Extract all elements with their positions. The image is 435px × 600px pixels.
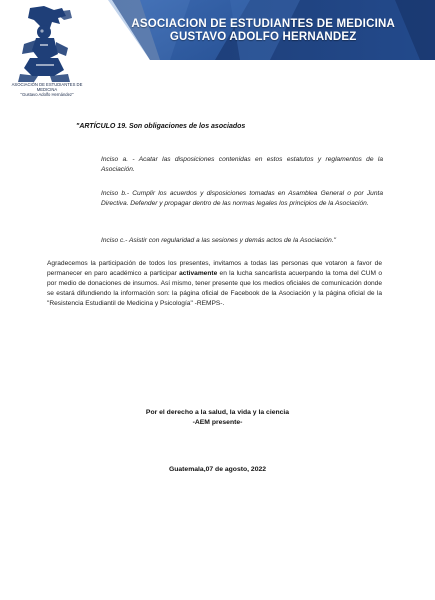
organization-name-line2: GUSTAVO ADOLFO HERNANDEZ (169, 31, 357, 43)
inciso-c: Inciso c.- Asistir con regularidad a las sesiones y demás actos de la Asociación." (101, 237, 336, 244)
logo-caption-line1: ASOCIACIÓN DE ESTUDIANTES DE MEDICINA (11, 82, 83, 92)
logo-caption-line2: "Gustavo Adolfo Hernández" (20, 92, 74, 97)
article-title: "ARTÍCULO 19. Son obligaciones de los asociados (76, 123, 246, 130)
closing-motto: Por el derecho a la salud, la vida y la ciencia (145, 409, 290, 416)
inciso-a: Inciso a. - Acatar las disposiciones contenidas en estos estatutos y reglamentos de la Asociación. (101, 156, 383, 173)
document-date: Guatemala,07 de agosto, 2022 (168, 466, 267, 473)
organization-name-line1: ASOCIACION DE ESTUDIANTES DE MEDICINA (131, 18, 395, 30)
logo-caption (2, 82, 92, 97)
paragraph-text-end: en la lucha sancarlista acuerpando la toma del CUM o por medio de donaciones de insumos. Así mismo, tener presente que los medios oficiales de comunicación donde se estará difundiendo la información son: la página oficial de Facebook de la Asociación y la página oficial de la "Resistencia Estudiantil de Medicina y Psicología" -REMPS-. (47, 269, 382, 307)
organization-title (131, 18, 395, 44)
paragraph-text-start: Agradecemos la participación de todos los presentes, invitamos a todas las personas que votaron a favor de permanecer en paro académico a participar (47, 260, 382, 277)
body-paragraph (47, 259, 382, 309)
closing-signature: -AEM presente- (192, 419, 243, 426)
letterhead (0, 0, 435, 97)
organization-logo (10, 4, 76, 86)
inciso-b: Inciso b.- Cumplir los acuerdos y disposiciones tomadas en Asamblea General o por Junta Directiva. Defender y propagar dentro de las normas legales los principios de la Asociación. (101, 190, 383, 207)
paragraph-emphasis: activamente (179, 269, 218, 277)
